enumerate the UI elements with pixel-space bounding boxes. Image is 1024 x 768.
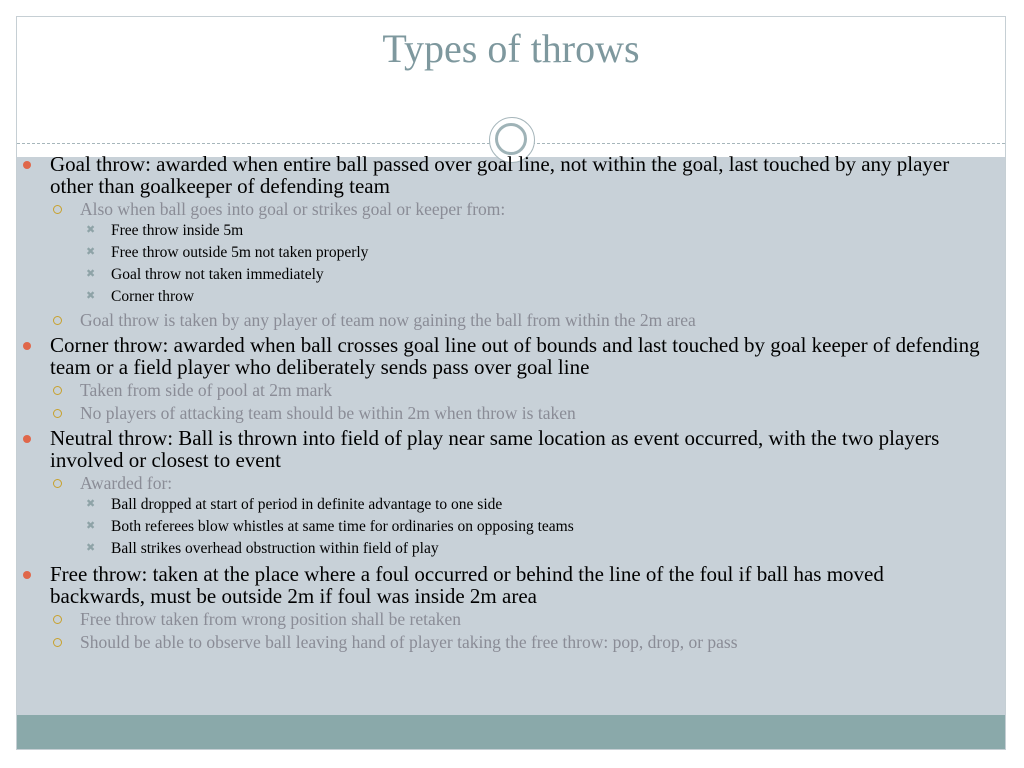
sub-sub-bullet-item [0,286,1024,308]
bullet-text: Corner throw: awarded when ball crosses goal line out of bounds and last touched by goal keeper of defending team or a field player who deliberately sends pass over goal line [50,333,980,379]
sub-bullet-item [0,198,1024,220]
sub-bullet-item [0,402,1024,424]
sub-bullet-text: Also when ball goes into goal or strikes goal or keeper from: [80,199,506,219]
sub-bullet-item [0,472,1024,494]
bullet-item [0,427,1024,471]
sub-bullet-text: Goal throw is taken by any player of team now gaining the ball from within the 2m area [80,310,696,330]
sub-sub-bullet-text: Both referees blow whistles at same time for ordinaries on opposing teams [111,518,574,535]
sub-bullet-item [0,379,1024,401]
x-mark-icon: ✖ [86,289,96,302]
hollow-circle-icon [53,205,62,214]
sub-sub-bullet-item [0,538,1024,560]
x-mark-icon: ✖ [86,519,96,532]
bullet-item [0,563,1024,607]
bullet-item [0,153,1024,197]
hollow-circle-icon [53,638,62,647]
hollow-circle-icon [53,316,62,325]
hollow-circle-icon [53,409,62,418]
filled-dot-icon [23,161,31,169]
bullet-list [0,153,1024,653]
x-mark-icon: ✖ [86,223,96,236]
footer-band [17,715,1005,750]
x-mark-icon: ✖ [86,541,96,554]
bullet-item [0,334,1024,378]
sub-sub-bullet-item [0,494,1024,516]
slide-title: Types of throws [382,26,640,71]
sub-bullet-text: Awarded for: [80,473,173,493]
x-mark-icon: ✖ [86,267,96,280]
bullet-text: Free throw: taken at the place where a foul occurred or behind the line of the foul if ball has moved backwards, must be outside 2m if foul was inside 2m area [50,562,884,608]
hollow-circle-icon [53,479,62,488]
sub-sub-bullet-item [0,516,1024,538]
sub-sub-bullet-text: Ball strikes overhead obstruction within field of play [111,540,439,557]
sub-sub-bullet-text: Free throw inside 5m [111,222,244,239]
sub-bullet-item [0,631,1024,653]
sub-bullet-text: Free throw taken from wrong position shall be retaken [80,609,462,629]
sub-sub-bullet-text: Corner throw [111,288,195,305]
hollow-circle-icon [53,615,62,624]
sub-bullet-item [0,608,1024,630]
x-mark-icon: ✖ [86,497,96,510]
sub-sub-bullet-text: Ball dropped at start of period in definite advantage to one side [111,496,503,513]
sub-bullet-item [0,309,1024,331]
filled-dot-icon [23,435,31,443]
sub-sub-bullet-item [0,264,1024,286]
sub-bullet-text: Should be able to observe ball leaving hand of player taking the free throw: pop, drop, or pass [80,632,738,652]
sub-bullet-text: No players of attacking team should be within 2m when throw is taken [80,403,576,423]
sub-sub-bullet-item [0,220,1024,242]
bullet-text: Goal throw: awarded when entire ball passed over goal line, not within the goal, last touched by any player other than goalkeeper of defending team [50,152,950,198]
filled-dot-icon [23,571,31,579]
bullet-text: Neutral throw: Ball is thrown into field of play near same location as event occurred, with the two players involved or closest to event [50,426,940,472]
sub-sub-bullet-text: Goal throw not taken immediately [111,266,324,283]
sub-sub-bullet-text: Free throw outside 5m not taken properly [111,244,369,261]
x-mark-icon: ✖ [86,245,96,258]
sub-sub-bullet-item [0,242,1024,264]
filled-dot-icon [23,342,31,350]
hollow-circle-icon [53,386,62,395]
sub-bullet-text: Taken from side of pool at 2m mark [80,380,332,400]
